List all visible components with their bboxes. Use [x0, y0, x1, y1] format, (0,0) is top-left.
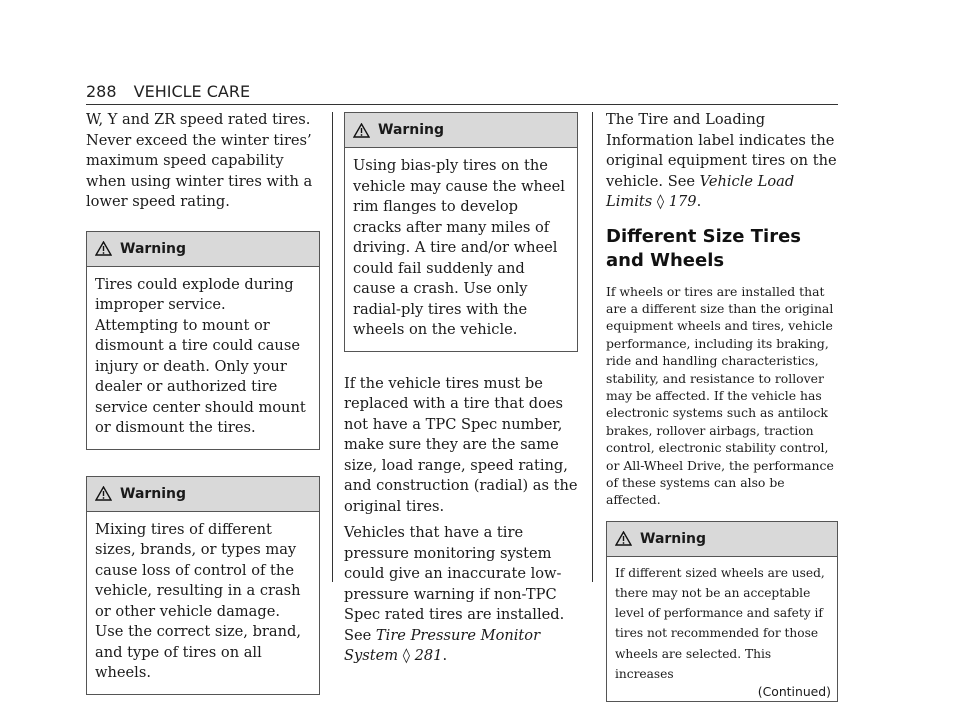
paragraph-text: Vehicles that have a tire pressure monitoring system could give an inaccurate low-pressure warning if non-TPC Spec rated tires are installed. See	[344, 524, 565, 644]
paragraph-end: .	[696, 193, 702, 210]
warning-text: Tires could explode during improper service. Attempting to mount or dismount a tire could cause injury or death. Only your dealer or authorized tire service center should mount or dismount the tires.	[95, 275, 306, 436]
warning-title: Warning	[120, 240, 187, 257]
reference-page: 179	[668, 193, 697, 210]
warning-text: Using bias-ply tires on the vehicle may cause the wheel rim flanges to develop cracks after many miles of driving. A tire and/or wheel could fail suddenly and cause a crash. Use only radial-ply tires with the wheels on the vehicle.	[353, 157, 565, 338]
page-header	[86, 82, 838, 105]
warning-text: If different sized wheels are used, there may not be an acceptable level of performance and safety if tires not recommended for those wheels are selected. This increases	[615, 565, 825, 681]
warning-header	[607, 522, 837, 557]
section-heading: Different Size Tires and Wheels	[606, 225, 802, 271]
warning-header	[87, 232, 319, 267]
reference-page: 281	[414, 647, 443, 664]
loading-info-paragraph	[606, 110, 838, 213]
reference-title: Tire Pressure Monitor System	[344, 626, 541, 664]
warning-triangle-icon	[95, 486, 112, 501]
intro-paragraph: W, Y and ZR speed rated tires. Never exceed the winter tires’ maximum speed capability when using winter tires with a lower speed rating.	[86, 111, 313, 210]
page-reference-icon: ◊	[656, 193, 665, 210]
warning-box	[606, 521, 838, 702]
warning-title: Warning	[378, 122, 445, 138]
column-1	[86, 110, 320, 695]
tpms-paragraph	[344, 523, 578, 667]
warning-header	[345, 113, 577, 148]
warning-box	[86, 476, 320, 695]
warning-title: Warning	[640, 530, 707, 547]
warning-header	[87, 477, 319, 512]
column-2	[344, 110, 578, 667]
tpc-spec-paragraph: If the vehicle tires must be replaced with a tire that does not have a TPC Spec number, make sure they are the same size, load range, speed rating, and construction (radial) as the original tires.	[344, 374, 578, 515]
warning-text: Mixing tires of different sizes, brands, or types may cause loss of control of the vehicle, resulting in a crash or other vehicle damage. Use the correct size, brand, and type of tires on all wheels.	[95, 520, 301, 681]
paragraph-text: The Tire and Loading Information label indicates the original equipment tires on the vehicle. See	[606, 111, 837, 190]
section-title: VEHICLE CARE	[133, 82, 251, 101]
warning-box	[344, 112, 578, 352]
warning-title: Warning	[120, 485, 187, 502]
page-reference-icon: ◊	[402, 647, 410, 664]
column-divider	[332, 112, 333, 582]
column-divider	[592, 112, 593, 582]
reference-title: Vehicle Load Limits	[606, 172, 795, 210]
warning-triangle-icon	[353, 123, 370, 138]
page-number: 288	[86, 82, 117, 101]
different-size-paragraph: If wheels or tires are installed that are a different size than the original equipment wheels and tires, vehicle performance, including its braking, ride and handling characteristics, stability, and resistance to rollover may be affected. If the vehicle has electronic systems such as antilock brakes, rollover airbags, traction control, electronic stability control, or All-Wheel Drive, the performance of these systems can also be affected.	[606, 283, 834, 508]
continued-label: (Continued)	[757, 684, 831, 699]
column-3	[606, 110, 838, 702]
warning-triangle-icon	[615, 531, 632, 546]
paragraph-end: .	[442, 647, 448, 664]
warning-triangle-icon	[95, 241, 112, 256]
warning-box	[86, 231, 320, 450]
